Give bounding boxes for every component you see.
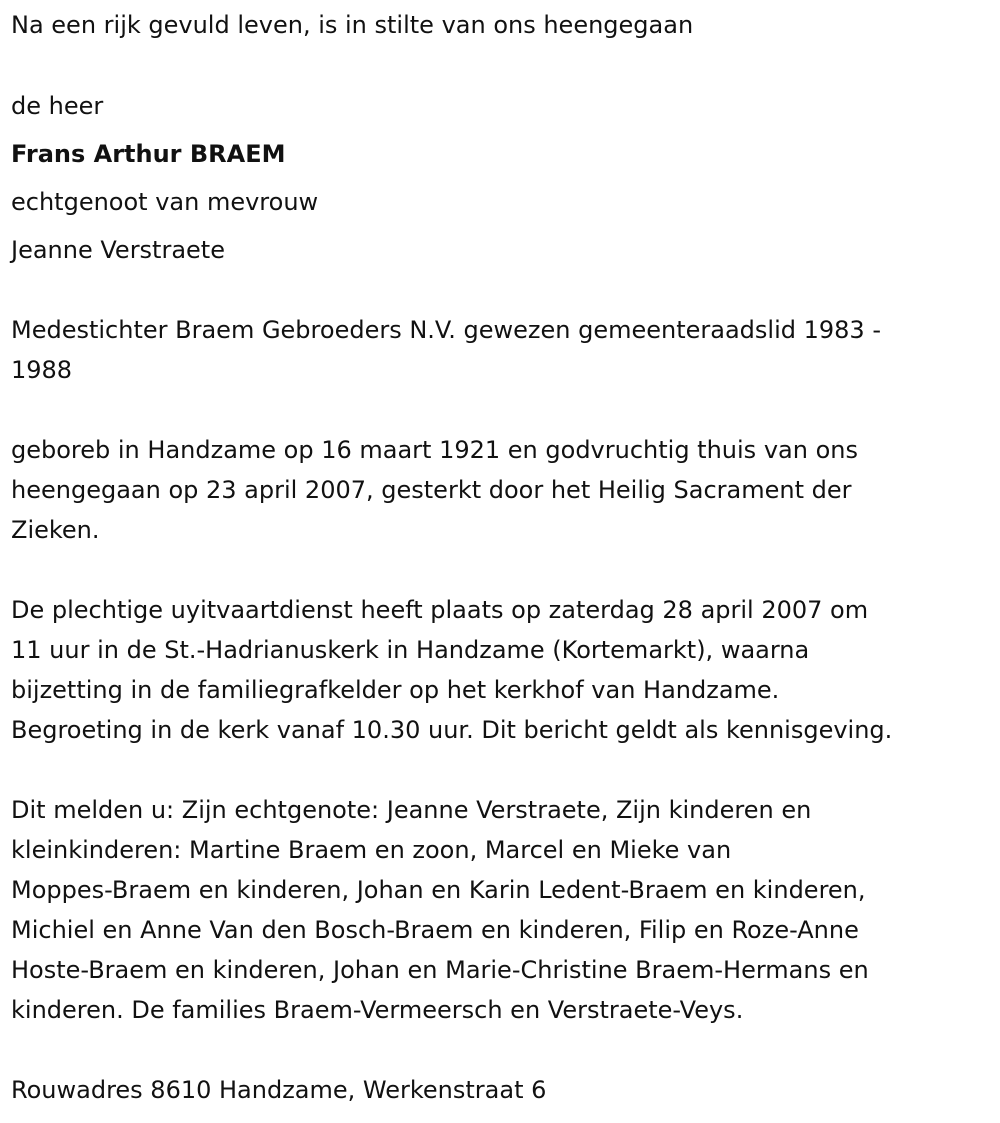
occupation-line-1: Medestichter Braem Gebroeders N.V. gewezen gemeenteraadslid 1983 - — [11, 316, 881, 344]
family-line-2: kleinkinderen: Martine Braem en zoon, Marcel en Mieke van — [11, 836, 732, 864]
funeral-line-4: Begroeting in de kerk vanaf 10.30 uur. Dit bericht geldt als kennisgeving. — [11, 716, 893, 744]
family-line-6: kinderen. De families Braem-Vermeersch en Verstraete-Veys. — [11, 996, 744, 1024]
family-line-1: Dit melden u: Zijn echtgenote: Jeanne Verstraete, Zijn kinderen en — [11, 796, 812, 824]
family-line-4: Michiel en Anne Van den Bosch-Braem en kinderen, Filip en Roze-Anne — [11, 916, 859, 944]
funeral-line-3: bijzetting in de familiegrafkelder op het kerkhof van Handzame. — [11, 676, 780, 704]
family-line-5: Hoste-Braem en kinderen, Johan en Marie-Christine Braem-Hermans en — [11, 956, 869, 984]
funeral-line-1: De plechtige uyitvaartdienst heeft plaats op zaterdag 28 april 2007 om — [11, 596, 869, 624]
spouse-label: echtgenoot van mevrouw — [11, 188, 319, 216]
birth-death-line-3: Zieken. — [11, 516, 100, 544]
spouse-name: Jeanne Verstraete — [11, 236, 225, 264]
intro-line: Na een rijk gevuld leven, is in stilte van ons heengegaan — [11, 11, 694, 39]
funeral-line-2: 11 uur in de St.-Hadrianuskerk in Handzame (Kortemarkt), waarna — [11, 636, 810, 664]
birth-death-line-1: geboreb in Handzame op 16 maart 1921 en godvruchtig thuis van ons — [11, 436, 858, 464]
occupation-line-2: 1988 — [11, 356, 73, 384]
title-line: de heer — [11, 92, 104, 120]
family-line-3: Moppes-Braem en kinderen, Johan en Karin Ledent-Braem en kinderen, — [11, 876, 866, 904]
address-line: Rouwadres 8610 Handzame, Werkenstraat 6 — [11, 1076, 547, 1104]
deceased-name: Frans Arthur BRAEM — [11, 140, 286, 168]
birth-death-line-2: heengegaan op 23 april 2007, gesterkt door het Heilig Sacrament der — [11, 476, 852, 504]
